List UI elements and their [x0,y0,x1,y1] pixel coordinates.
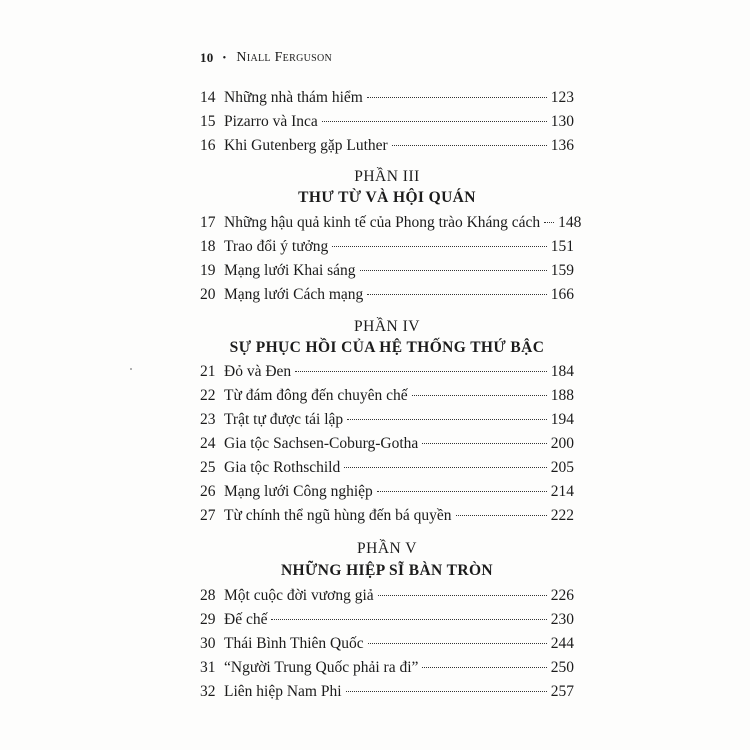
page-ref: 194 [550,411,574,428]
chapter-number: 29 [200,611,216,628]
chapter-number: 19 [200,262,216,279]
dot-leader [295,371,547,372]
page-ref: 188 [550,387,574,404]
chapter-number: 27 [200,507,216,524]
chapter-title: Thái Bình Thiên Quốc [224,635,364,652]
chapter-title: Đế chế [224,611,268,628]
dot-leader [346,691,547,692]
toc-entry [200,611,574,633]
page-ref: 123 [550,89,574,106]
chapter-number: 23 [200,411,216,428]
paper-speck [130,368,132,370]
part-label: PHẦN V [357,540,417,557]
dot-leader [377,491,547,492]
toc-entry [200,113,574,135]
toc-entry [200,411,574,433]
chapter-number: 22 [200,387,216,404]
dot-leader [271,619,546,620]
toc-entry [200,214,582,236]
chapter-title: Mạng lưới Công nghiệp [224,483,373,500]
dot-leader [322,121,547,122]
chapter-title: “Người Trung Quốc phải ra đi” [224,659,419,676]
toc-entry [200,483,574,505]
page-ref: 130 [550,113,574,130]
part-title: NHỮNG HIỆP SĨ BÀN TRÒN [280,562,494,579]
chapter-number: 21 [200,363,216,380]
chapter-title: Từ chính thể ngũ hùng đến bá quyền [224,507,452,524]
toc-entry [200,659,574,681]
chapter-title: Trật tự được tái lập [224,411,344,428]
chapter-title: Liên hiệp Nam Phi [224,683,342,700]
toc-entry [200,435,574,457]
chapter-number: 24 [200,435,216,452]
toc-entry [200,363,574,385]
toc-entry [200,635,574,657]
dot-leader [367,294,546,295]
running-header [200,47,332,69]
chapter-number: 25 [200,459,216,476]
part-label: PHẦN IV [354,318,420,335]
toc-entry [200,683,574,705]
chapter-title: Trao đổi ý tưởng [224,238,329,255]
page-ref: 257 [550,683,574,700]
chapter-number: 17 [200,214,216,231]
dot-leader [422,667,546,668]
chapter-title: Một cuộc đời vương giả [224,587,374,604]
part-label: PHẦN III [354,168,420,185]
page-ref: 250 [550,659,574,676]
dot-leader [347,419,547,420]
dot-leader [344,467,547,468]
chapter-title: Gia tộc Rothschild [224,459,341,476]
dot-leader [332,246,546,247]
toc-entry [200,507,574,529]
dot-leader [456,515,547,516]
toc-entry [200,587,574,609]
dot-leader [392,145,547,146]
chapter-number: 20 [200,286,216,303]
page-ref: 222 [550,507,574,524]
chapter-title: Những hậu quả kinh tế của Phong trào Kháng cách [224,214,541,231]
chapter-number: 31 [200,659,216,676]
dot-leader [422,443,546,444]
page-ref: 244 [550,635,574,652]
chapter-title: Gia tộc Sachsen-Coburg-Gotha [224,435,419,452]
chapter-number: 16 [200,137,216,154]
page-ref: 136 [550,137,574,154]
chapter-number: 15 [200,113,216,130]
dot-leader [367,97,547,98]
chapter-number: 14 [200,89,216,106]
toc-entry [200,238,574,260]
page-ref: 148 [558,214,582,231]
page-ref: 214 [550,483,574,500]
chapter-number: 26 [200,483,216,500]
part-title: SỰ PHỤC HỒI CỦA HỆ THỐNG THỨ BẬC [229,339,545,356]
chapter-title: Mạng lưới Cách mạng [224,286,364,303]
toc-entry [200,137,574,159]
header-separator: • [222,52,227,64]
author-name: Niall Ferguson [236,50,333,65]
toc-entry [200,286,574,308]
dot-leader [378,595,547,596]
toc-entry [200,459,574,481]
chapter-title: Đỏ và Đen [224,363,292,380]
chapter-title: Khi Gutenberg gặp Luther [224,137,388,154]
page-ref: 230 [550,611,574,628]
toc-entry [200,262,574,284]
dot-leader [368,643,547,644]
page-ref: 184 [550,363,574,380]
page-ref: 151 [550,238,574,255]
chapter-title: Từ đám đông đến chuyên chế [224,387,408,404]
dot-leader [360,270,547,271]
chapter-number: 30 [200,635,216,652]
part-title: THƯ TỪ VÀ HỘI QUÁN [298,189,476,206]
chapter-title: Pizarro và Inca [224,113,318,130]
page-ref: 159 [550,262,574,279]
chapter-number: 28 [200,587,216,604]
chapter-title: Mạng lưới Khai sáng [224,262,356,279]
page-ref: 226 [550,587,574,604]
page-ref: 200 [550,435,574,452]
chapter-title: Những nhà thám hiểm [224,89,363,106]
toc-entry [200,89,574,111]
dot-leader [544,222,554,223]
dot-leader [412,395,547,396]
chapter-number: 18 [200,238,216,255]
chapter-number: 32 [200,683,216,700]
page-number: 10 [200,50,214,65]
toc-entry [200,387,574,409]
page-ref: 205 [550,459,574,476]
page-ref: 166 [550,286,574,303]
